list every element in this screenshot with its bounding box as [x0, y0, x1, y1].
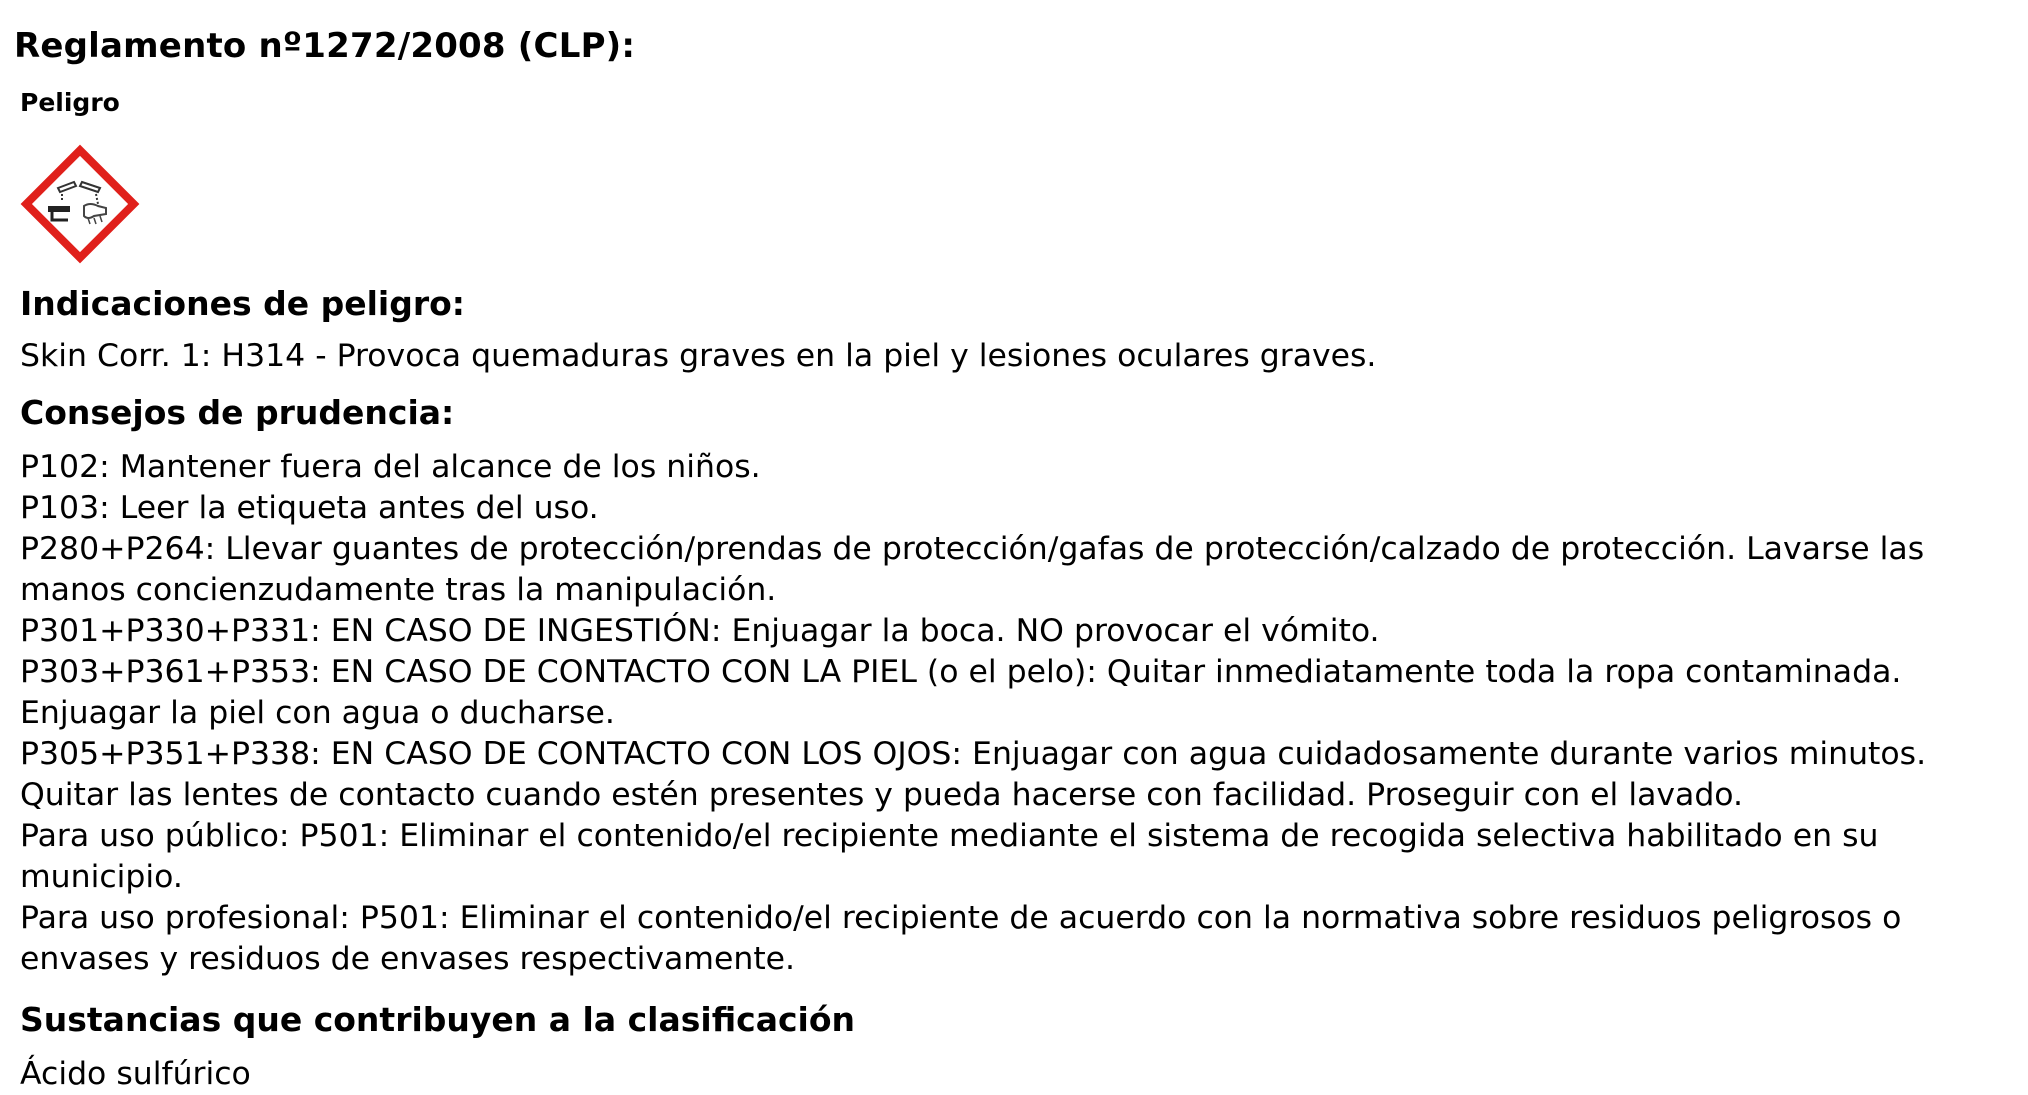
hazard-statement: Skin Corr. 1: H314 - Provoca quemaduras graves en la piel y lesiones oculares graves.: [20, 338, 1377, 374]
precautionary-statement: P303+P361+P353: EN CASO DE CONTACTO CON LA PIEL (o el pelo): Quitar inmediatamente toda la ropa contaminada. Enjuagar la piel con agua o ducharse.: [20, 654, 1902, 731]
precautionary-statement: Para uso profesional: P501: Eliminar el contenido/el recipiente de acuerdo con la normativa sobre residuos peligrosos o envases y residuos de envases respectivamente.: [20, 900, 1902, 977]
corrosion-pictogram-icon: [18, 142, 142, 266]
substance-item: Ácido sulfúrico: [20, 1056, 251, 1092]
precautionary-statement: Para uso público: P501: Eliminar el contenido/el recipiente mediante el sistema de recogida selectiva habilitado en su municipio.: [20, 818, 1879, 895]
pictogram-border: [26, 150, 133, 257]
signal-word: Peligro: [20, 88, 120, 117]
precautionary-statement: P102: Mantener fuera del alcance de los niños.: [20, 449, 761, 485]
precautionary-list: [20, 447, 2010, 980]
regulation-title: Reglamento nº1272/2008 (CLP):: [14, 26, 636, 66]
precautionary-statement: P103: Leer la etiqueta antes del uso.: [20, 490, 599, 526]
substances-heading: Sustancias que contribuyen a la clasificación: [20, 1000, 856, 1039]
precautionary-statement: P301+P330+P331: EN CASO DE INGESTIÓN: Enjuagar la boca. NO provocar el vómito.: [20, 613, 1380, 649]
precautionary-statement: P280+P264: Llevar guantes de protección/prendas de protección/gafas de protección/calzado de protección. Lavarse las manos concienzudamente tras la manipulación.: [20, 531, 1925, 608]
hazard-heading: Indicaciones de peligro:: [20, 284, 465, 323]
precautionary-statement: P305+P351+P338: EN CASO DE CONTACTO CON LOS OJOS: Enjuagar con agua cuidadosamente durante varios minutos. Quitar las lentes de contacto cuando estén presentes y pueda hacerse con facilidad. Proseguir con el lavado.: [20, 736, 1927, 813]
precautionary-heading: Consejos de prudencia:: [20, 393, 455, 432]
